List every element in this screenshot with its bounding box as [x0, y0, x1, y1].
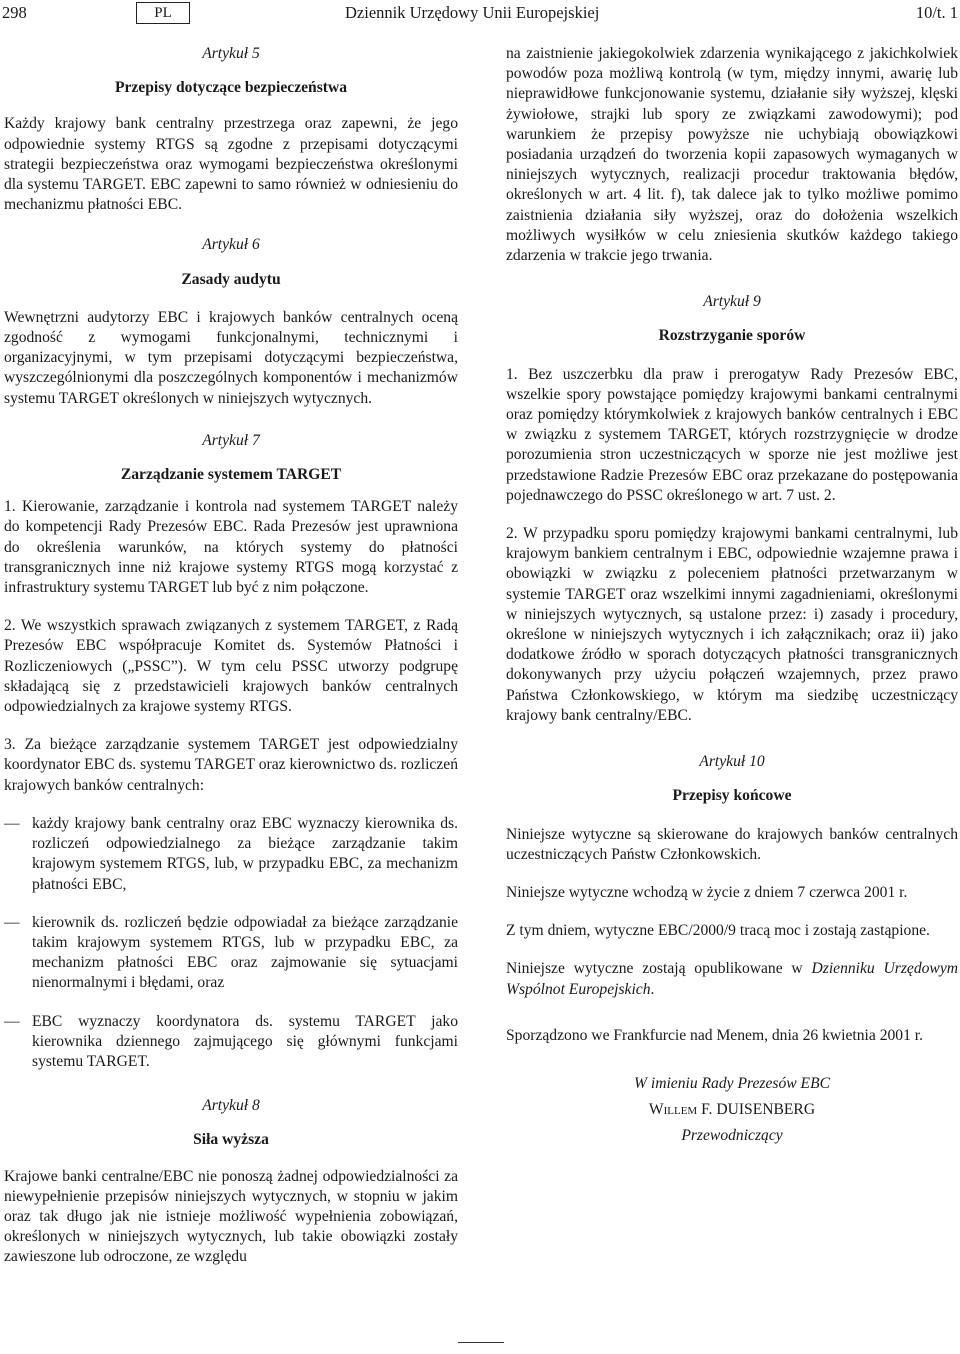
paragraph-text: Niniejsze wytyczne zostają opublikowane w [506, 960, 812, 978]
article-title: Zasady audytu [181, 270, 281, 288]
article-title: Rozstrzyganie sporów [658, 327, 806, 345]
paragraph: Wewnętrzni audytorzy EBC i krajowych banków centralnych oceną zgodność z wymogami funkcjonalnymi, technicznymi i organizacyjnymi, w tym przepisami dotyczącymi bezpieczeństwa, wyszczególnionymi dla poszczególnych komponentów i mechanizmów systemu TARGET określonych w niniejszych wytycznych. [4, 308, 458, 407]
paragraph: Z tym dniem, wytyczne EBC/2000/9 tracą moc i zostają zastąpione. [506, 922, 930, 940]
left-column [4, 44, 458, 1286]
page-number: 298 [2, 3, 27, 22]
paragraph-continuation: na zaistnienie jakiegokolwiek zdarzenia wynikającego z jakichkolwiek powodów poza możliwą kontrolą (w tym, między innymi, awarię lub nieprawidłowe funkcjonowanie systemu, działanie siły wyższej, klęski żywiołowe, strajki lub spory ze związkami zawodowymi); pod warunkiem że przepisy powyższe nie uchybiają obowiązkowi posiadania urządzeń do tworzenia kopii zapasowych wymaganych w niniejszych wytycznych, realizacji procedur traktowania błędów, określonych w art. 4 lit. f), tak dalece jak to tylko możliwe pomimo zaistnienia działania siły wyższej, oraz do dołożenia wszelkich możliwych wysiłków w celu zniesienia skutków każdego takiego zdarzenia w trakcie jego trwania. [506, 45, 958, 265]
list-item [4, 814, 458, 895]
paragraph: 1. Kierowanie, zarządzanie i kontrola nad systemem TARGET należy do kompetencji Rady Prezesów EBC. Rada Prezesów jest uprawniona do określenia warunków, na których systemy do płatności transgranicznych inne niż krajowe systemy RTGS mogą korzystać z infrastruktury systemu TARGET lub być z nim połączone. [4, 498, 458, 597]
article-title: Siła wyższa [193, 1131, 269, 1149]
paragraph: 3. Za bieżące zarządzanie systemem TARGET jest odpowiedzialny koordynator EBC ds. systemu TARGET oraz kierownictwo ds. rozliczeń krajowych banków centralnych: [4, 736, 458, 794]
journal-reference: Dzienniku Urzędowym Wspólnot Europejskich [506, 960, 958, 998]
article-number: Artykuł 5 [202, 45, 260, 62]
article-10 [506, 752, 958, 1000]
dash-marker: — [4, 913, 20, 931]
paragraph-text: . [650, 980, 655, 998]
journal-title: Dziennik Urzędowy Unii Europejskiej [345, 3, 600, 22]
article-number: Artykuł 8 [202, 1097, 260, 1115]
paragraph: 2. W przypadku sporu pomiędzy krajowymi bankami centralnymi, lub krajowym bankiem centralnym i EBC, odpowiednie wzajemne prawa i obowiązki w związku z poleceniem płatności przetwarzanym w systemie TARGET oraz wszelkimi innymi zagadnieniami, określonymi w niniejszych wytycznych, są ustalone przez: i) zasady i procedury, określone w niniejszych wytycznych i ich załącznikach; oraz ii) jako dodatkowe źródło w sporach dotyczących płatności transgranicznych dokonywanych przy użyciu połączeń wzajemnych, przez prawo Państwa Członkowskiego, w którym ma siedzibę uczestniczący krajowy bank centralny/EBC. [506, 525, 958, 724]
article-title: Przepisy końcowe [672, 787, 792, 805]
article-title: Przepisy dotyczące bezpieczeństwa [114, 79, 348, 97]
paragraph: Każdy krajowy bank centralny przestrzega oraz zapewni, że jego odpowiednie systemy RTGS są zgodne z przepisami dotyczącymi strategii bezpieczeństwa oraz wymogami bezpieczeństwa określonymi dla systemu TARGET. EBC zapewni to samo również w odniesieniu do mechanizmu płatności EBC. [4, 115, 458, 214]
article-9 [506, 292, 958, 726]
place-date: Sporządzono we Frankfurcie nad Menem, dnia 26 kwietnia 2001 r. [506, 1026, 924, 1044]
paragraph: Niniejsze wytyczne są skierowane do krajowych banków centralnych uczestniczących Państw Członkowskich. [506, 825, 958, 863]
article-number: Artykuł 10 [699, 753, 765, 771]
issue-reference: 10/t. 1 [915, 3, 958, 22]
list-item [4, 1012, 458, 1073]
signatory-name: Willem F. DUISENBERG [648, 1101, 816, 1119]
paragraph [506, 959, 958, 999]
article-number: Artykuł 7 [202, 431, 260, 449]
signature-block [506, 1026, 958, 1147]
dash-marker: — [4, 814, 20, 832]
footnote-rule [458, 1342, 504, 1343]
paragraph: 1. Bez uszczerbku dla praw i prerogatyw Rady Prezesów EBC, wszelkie spory powstające pomiędzy krajowymi bankami centralnymi oraz pomiędzy którymkolwiek z krajowych banków centralnych i EBC w związku z systemem TARGET, których rozstrzygnięcie w drodze porozumienia stron uczestniczących w sporze nie jest możliwe jest przedstawione Radzie Prezesów EBC oraz przekazane do postępowania pojednawczego do PSSC określonego w art. 7 ust. 2. [506, 365, 958, 504]
list-item-text: kierownik ds. rozliczeń będzie odpowiadał za bieżące zarządzanie takim krajowym systemem RTGS, lub w przypadku EBC, za mechanizm płatności EBC oraz zajmowanie się sytuacjami nienormalnymi i błędami, oraz [32, 913, 458, 992]
article-number: Artykuł 9 [703, 293, 761, 311]
language-badge: PL [136, 2, 190, 24]
article-number: Artykuł 6 [202, 236, 260, 254]
list-item-text: EBC wyznaczy koordynatora ds. systemu TARGET jako kierownika dziennego zajmującego się głównymi funkcjami systemu TARGET. [32, 1012, 458, 1070]
paragraph: 2. We wszystkich sprawach związanych z systemem TARGET, z Radą Prezesów EBC współpracuje Komitet ds. Systemów Płatności i Rozliczeniowych („PSSC”). W tym celu PSSC utworzy podgrupę składającą się z przedstawicieli krajowych banków centralnych odpowiedzialnych za krajowe systemy RTGS. [4, 617, 458, 716]
article-6 [4, 235, 458, 408]
article-7 [4, 431, 458, 1072]
article-title: Zarządzanie systemem TARGET [120, 466, 342, 484]
signatory-role: Przewodniczący [681, 1127, 783, 1145]
paragraph: Niniejsze wytyczne wchodzą w życie z dniem 7 czerwca 2001 r. [506, 883, 908, 901]
article-5 [4, 44, 458, 215]
on-behalf-line: W imieniu Rady Prezesów EBC [633, 1074, 831, 1092]
article-8 [4, 1096, 458, 1267]
page-header [0, 0, 960, 26]
paragraph: Krajowe banki centralne/EBC nie ponoszą żadnej odpowiedzialności za niewypełnienie przepisów niniejszych wytycznych, w stopniu w jakim oraz tak długo jak nie istnieje możliwość wypełnienia zobowiązań, określonych w niniejszych wytycznych, lub takie obowiązki zostały zawieszone lub odroczone, ze względu [4, 1167, 458, 1266]
dash-marker: — [4, 1012, 20, 1030]
right-column [506, 44, 958, 1153]
list-item-text: każdy krajowy bank centralny oraz EBC wyznaczy kierownika ds. rozliczeń odpowiedzialnego za bieżące zarządzanie takim krajowym systemem RTGS, lub, w przypadku EBC, za mechanizm płatności EBC, [32, 814, 458, 893]
list-item [4, 913, 458, 994]
